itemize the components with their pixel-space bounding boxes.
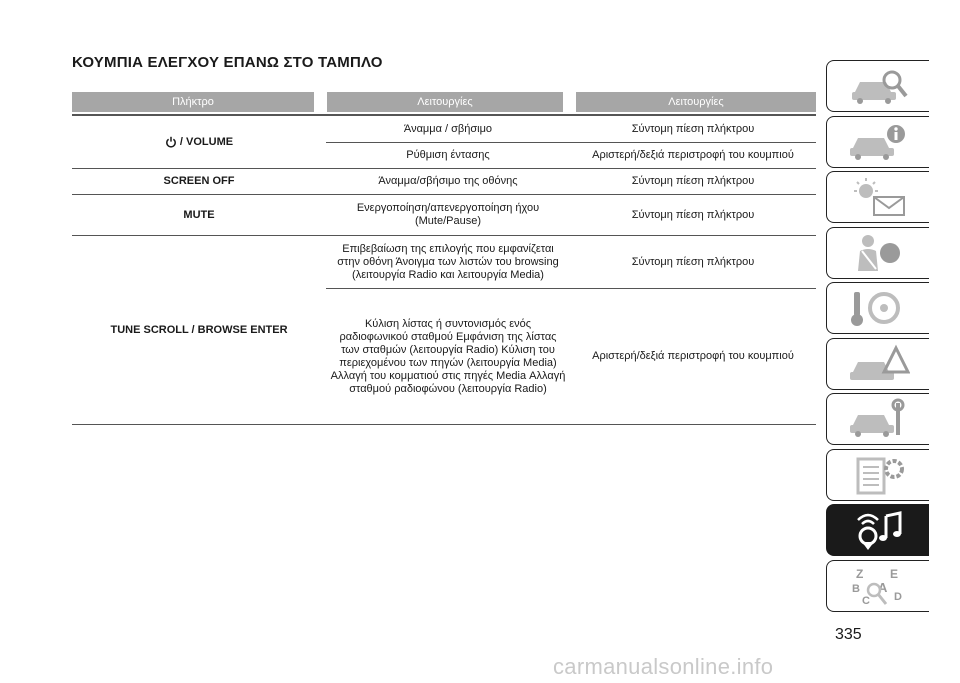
function-cell: Κύλιση λίστας ή συντονισμός ενός ραδιοφωνικού σταθμού Εμφάνιση της λίστας των σταθμών (λειτουργία Radio) Κύλιση του περιεχομένου των πηγών (λειτουργία Media) Αλλαγή του κομματιού στις πηγές Media Αλλαγή σταθμού ραδιοφώνου (λειτουργία Radio) [330,317,566,395]
svg-text:B: B [852,583,860,595]
sub-row [326,169,816,194]
svg-text:A: A [878,580,888,595]
key-label: / VOLUME [179,135,234,148]
header-functions-2: Λειτουργίες [576,92,816,112]
tab-technical-data[interactable] [826,449,929,501]
tab-multimedia[interactable] [826,504,929,556]
tab-starting-driving[interactable] [826,282,929,334]
tab-emergency[interactable] [826,338,929,390]
tab-index[interactable] [826,560,929,612]
key-cell: SCREEN OFF [163,175,235,187]
car-emergency-icon [846,342,910,386]
key-cell: MUTE [183,208,215,221]
sub-row [326,288,816,424]
tab-maintenance[interactable] [826,393,929,445]
car-dashboard-search-icon [846,64,910,108]
table-row [72,195,816,236]
action-cell: Σύντομη πίεση πλήκτρου [631,122,755,135]
power-icon [165,136,177,148]
warning-lights-message-icon [846,175,910,219]
tab-warning-lights[interactable] [826,171,929,223]
svg-text:D: D [894,591,902,603]
header-key: Πλήκτρο [72,92,314,112]
index-icon [846,564,910,608]
function-cell: Επιβεβαίωση της επιλογής που εμφανίζεται στην οθόνη Άνοιγμα των λιστών του browsing (λειτουργία Radio και λειτουργία Media) [337,242,559,281]
table-body [72,114,816,425]
table-row [72,169,816,195]
technical-data-icon [846,453,910,497]
car-info-icon [846,120,910,164]
chapter-tabs [826,0,930,620]
tab-info[interactable] [826,116,929,168]
sub-row [326,116,816,142]
steering-key-icon [846,286,910,330]
action-cell: Σύντομη πίεση πλήκτρου [631,255,755,268]
action-cell: Σύντομη πίεση πλήκτρου [631,175,755,187]
table-row [72,116,816,169]
page-title: ΚΟΥΜΠΙΑ ΕΛΕΓΧΟΥ ΕΠΑΝΩ ΣΤΟ ΤΑΜΠΛΟ [72,54,383,71]
sub-row [326,236,816,288]
sub-row [326,195,816,235]
multimedia-icon [846,508,910,552]
action-cell: Αριστερή/δεξιά περιστροφή του κουμπιού [592,350,794,362]
controls-table [72,92,816,425]
svg-text:Z: Z [856,567,864,581]
action-cell: Σύντομη πίεση πλήκτρου [631,208,755,221]
table-row [72,236,816,425]
function-cell: Άναμμα/σβήσιμο της οθόνης [378,175,518,187]
function-cell: Ρύθμιση έντασης [406,149,490,161]
function-cell: Άναμμα / σβήσιμο [403,122,493,135]
tab-dashboard[interactable] [826,60,929,112]
car-maintenance-icon [846,397,910,441]
sub-row [326,142,816,168]
key-cell [72,116,326,168]
key-cell: TUNE SCROLL / BROWSE ENTER [110,323,288,336]
svg-text:E: E [890,567,899,581]
header-functions: Λειτουργίες [327,92,563,112]
watermark: carmanualsonline.info [553,654,774,679]
page-number: 335 [835,626,862,643]
action-cell: Αριστερή/δεξιά περιστροφή του κουμπιού [592,149,794,161]
function-cell: Ενεργοποίηση/απενεργοποίηση ήχου (Mute/Pause) [356,202,540,227]
seatbelt-airbag-icon [846,231,910,275]
tab-safety[interactable] [826,227,929,279]
table-header [72,92,816,112]
svg-text:C: C [862,595,870,607]
